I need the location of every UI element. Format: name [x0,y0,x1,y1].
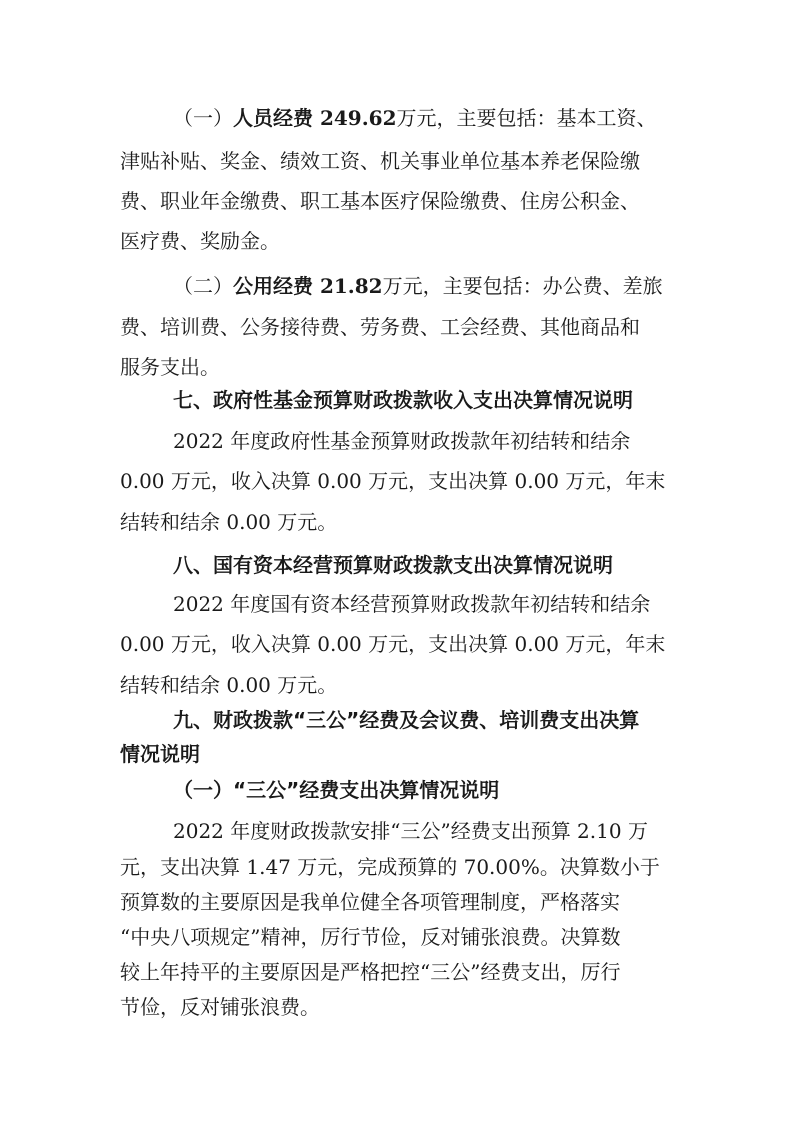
section-9-heading-line-2: 情况说明 [120,742,200,766]
personnel-expense-line-4: 医疗费、奖励金。 [120,229,280,253]
personnel-rest: 万元，主要包括：基本工资、 [396,106,657,130]
section-9-line-6: 节俭，反对铺张浪费。 [120,995,320,1019]
section-9-line-4: “中央八项规定”精神，厉行节俭，反对铺张浪费。决算数 [120,925,621,949]
personnel-amount: 人员经费 249.62 [233,106,397,130]
public-prefix: （二） [173,274,233,298]
personnel-expense-line-3: 费、职业年金缴费、职工基本医疗保险缴费、住房公积金、 [120,189,640,213]
section-9-heading-line-1: 九、财政拨款“三公”经费及会议费、培训费支出决算 [173,708,640,732]
section-9-line-1: 2022 年度财政拨款安排“三公”经费支出预算 2.10 万 [173,819,648,843]
section-7-line-2: 0.00 万元，收入决算 0.00 万元，支出决算 0.00 万元，年末 [120,469,666,493]
public-expense-line-2: 费、培训费、公务接待费、劳务费、工会经费、其他商品和 [120,315,640,339]
section-9-line-5: 较上年持平的主要原因是严格把控“三公”经费支出，厉行 [120,960,621,984]
public-amount: 公用经费 21.82 [233,274,383,298]
personnel-expense-line-2: 津贴补贴、奖金、绩效工资、机关事业单位基本养老保险缴 [120,149,640,173]
section-7-heading: 七、政府性基金预算财政拨款收入支出决算情况说明 [173,388,633,412]
section-7-line-3: 结转和结余 0.00 万元。 [120,510,338,534]
personnel-prefix: （一） [173,106,233,130]
public-expense-line-3: 服务支出。 [120,355,220,379]
public-rest: 万元，主要包括：办公费、差旅 [382,274,663,298]
section-8-heading: 八、国有资本经营预算财政拨款支出决算情况说明 [173,553,613,577]
section-8-line-3: 结转和结余 0.00 万元。 [120,673,338,697]
section-7-line-1: 2022 年度政府性基金预算财政拨款年初结转和结余 [173,429,631,453]
personnel-expense-line-1 [173,104,673,132]
public-expense-line-1 [173,272,663,300]
section-8-line-1: 2022 年度国有资本经营预算财政拨款年初结转和结余 [173,592,651,616]
section-9-line-2: 元，支出决算 1.47 万元，完成预算的 70.00%。决算数小于 [120,855,660,879]
section-9-subheading: （一）“三公”经费支出决算情况说明 [173,778,500,802]
section-8-line-2: 0.00 万元，收入决算 0.00 万元，支出决算 0.00 万元，年末 [120,632,666,656]
section-9-line-3: 预算数的主要原因是我单位健全各项管理制度，严格落实 [120,890,620,914]
